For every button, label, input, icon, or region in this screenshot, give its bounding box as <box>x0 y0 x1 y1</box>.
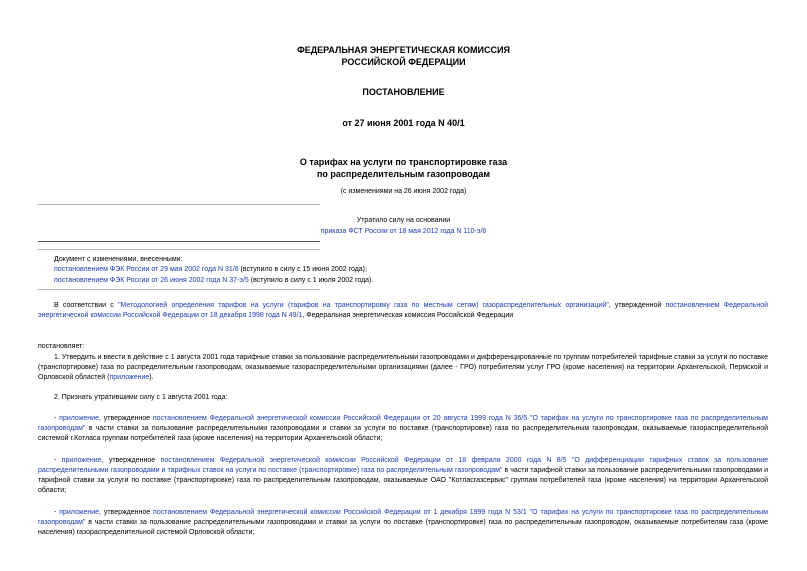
amendment-link[interactable]: постановлением ФЭК России от 26 июня 2002 года N 37-э/5 <box>54 277 249 284</box>
bullet-paragraph <box>38 414 768 444</box>
amendment-item <box>54 265 367 275</box>
appendix-link[interactable]: приложение <box>109 374 150 381</box>
preamble-paragraph <box>38 301 768 321</box>
divider <box>38 241 320 242</box>
bullet-text: в части тарифной ставки за пользование распределительными газопроводами и тарифной ставки за услуги по поставке (транспортировке) газа по распределительным газопроводам, оказываемые ОАО "Котласгазсервис" группам потребителей газа (кроме населения) на территории Архангельской области; <box>38 467 768 494</box>
amendment-link[interactable]: постановлением ФЭК России от 29 мая 2002 года N 31/6 <box>54 266 239 273</box>
changes-note: (с изменениями на 26 июня 2002 года) <box>340 188 467 195</box>
amendments-heading: Документ с изменениями, внесенными: <box>54 256 183 263</box>
bullet-text: в части ставки за пользование распределительными газопроводами и ставки за услуги по поставке (транспортировке) газа по распределительным газопроводам, оказываемые газораспределительной системой г.Котласа группам потребителей газа (кроме населения) на территории Архангельской области; <box>38 425 768 442</box>
bullet-text: , утвержденное <box>99 509 154 516</box>
item-1-tail: ). <box>149 374 154 381</box>
bullet-dash: - <box>54 509 60 516</box>
item-1-paragraph <box>38 353 768 383</box>
bullet-text: в части ставки за пользование распределительными газопроводами и ставки за услуги по поставке (транспортировке) газа по распределительным газопроводом, оказываемые потребителям газа (кроме населения) газораспределительной системой Орловской области; <box>38 519 768 536</box>
resolution-link[interactable]: постановлением Федеральной энергетической комиссии Российской Федерации от 18 февраля 2000 года N 8/5 "О дифференциации тарифных ставок за пользование распределительными газопроводами и тарифных ставок на услуги по поставке (транспортировке) газа по распределительным газопроводам" <box>38 457 768 474</box>
bullet-paragraph <box>38 456 768 496</box>
document-title-line1: О тарифах на услуги по транспортировке газа <box>299 157 508 167</box>
amendment-item <box>54 276 373 286</box>
resolution-49-1-link[interactable]: постановлением Федеральной энергетической комиссии Российской Федерации от 18 декабря 1998 года N 49/1 <box>38 302 769 319</box>
preamble-text: , утвержденной <box>608 302 666 309</box>
bullet-text: , утвержденное <box>101 457 161 464</box>
resolution-link[interactable]: постановлением Федеральной энергетической комиссии Российской Федерации от 20 августа 1999 года N 36/5 "О тарифах на услуги по транспортировке газа по распределительным газопроводам" <box>38 415 768 432</box>
divider <box>38 204 320 205</box>
appendix-link[interactable]: приложение <box>61 457 102 464</box>
expired-link-wrapper <box>0 227 807 237</box>
bullet-paragraph <box>38 508 768 538</box>
document-type: ПОСТАНОВЛЕНИЕ <box>362 87 445 97</box>
divider <box>38 289 320 290</box>
appendix-link[interactable]: приложение <box>59 509 100 516</box>
expired-label: Утратило силу на основании <box>356 217 451 224</box>
preamble-text: В соответствии с <box>54 302 119 309</box>
bullet-dash: - <box>54 457 62 464</box>
item-2-paragraph: 2. Признать утратившими силу с 1 августа 2001 года: <box>54 394 228 401</box>
expired-order-link[interactable]: приказа ФСТ России от 18 мая 2012 года N 110-э/6 <box>320 228 487 235</box>
agency-name-line1: ФЕДЕРАЛЬНАЯ ЭНЕРГЕТИЧЕСКАЯ КОМИССИЯ <box>297 45 510 55</box>
bullet-text: , утвержденное <box>98 415 153 422</box>
amendment-tail: (вступило в силу с 15 июня 2002 года); <box>238 266 367 273</box>
document-title-line2: по распределительным газопроводам <box>316 169 490 179</box>
agency-name-line2: РОССИЙСКОЙ ФЕДЕРАЦИИ <box>341 57 466 67</box>
document-date-number: от 27 июня 2001 года N 40/1 <box>342 118 465 128</box>
methodology-link[interactable]: "Методологией определения тарифов на услуги (тарифов на транспортировку газа по местным сетям) газораспределительных организаций" <box>118 302 609 309</box>
amendment-tail: (вступило в силу с 1 июля 2002 года). <box>248 277 374 284</box>
resolution-link[interactable]: постановлением Федеральной энергетической комиссии Российской Федерации от 1 декабря 1999 года N 53/1 "О тарифах на услуги по транспортировке газа по распределительным газопроводам" <box>38 509 768 526</box>
decides-label: постановляет: <box>38 343 85 350</box>
item-1-text: 1. Утвердить и ввести в действие с 1 августа 2001 года тарифные ставки за пользование распределительными газопроводами и дифференцированные по группам потребителей тарифные ставки за услуги по поставке (транспортировке) газа по распределительным газопроводам, оказываемые газораспределительными организациями (далее - ГРО) потребителям услуг ГРО (кроме населения) на территории Архангельской, Пермской и Орловской областей ( <box>38 354 768 381</box>
divider <box>38 249 320 250</box>
bullet-dash: - <box>54 415 60 422</box>
appendix-link[interactable]: приложение <box>59 415 99 422</box>
preamble-text: , Федеральная энергетическая комиссия Российской Федерации <box>302 312 514 319</box>
